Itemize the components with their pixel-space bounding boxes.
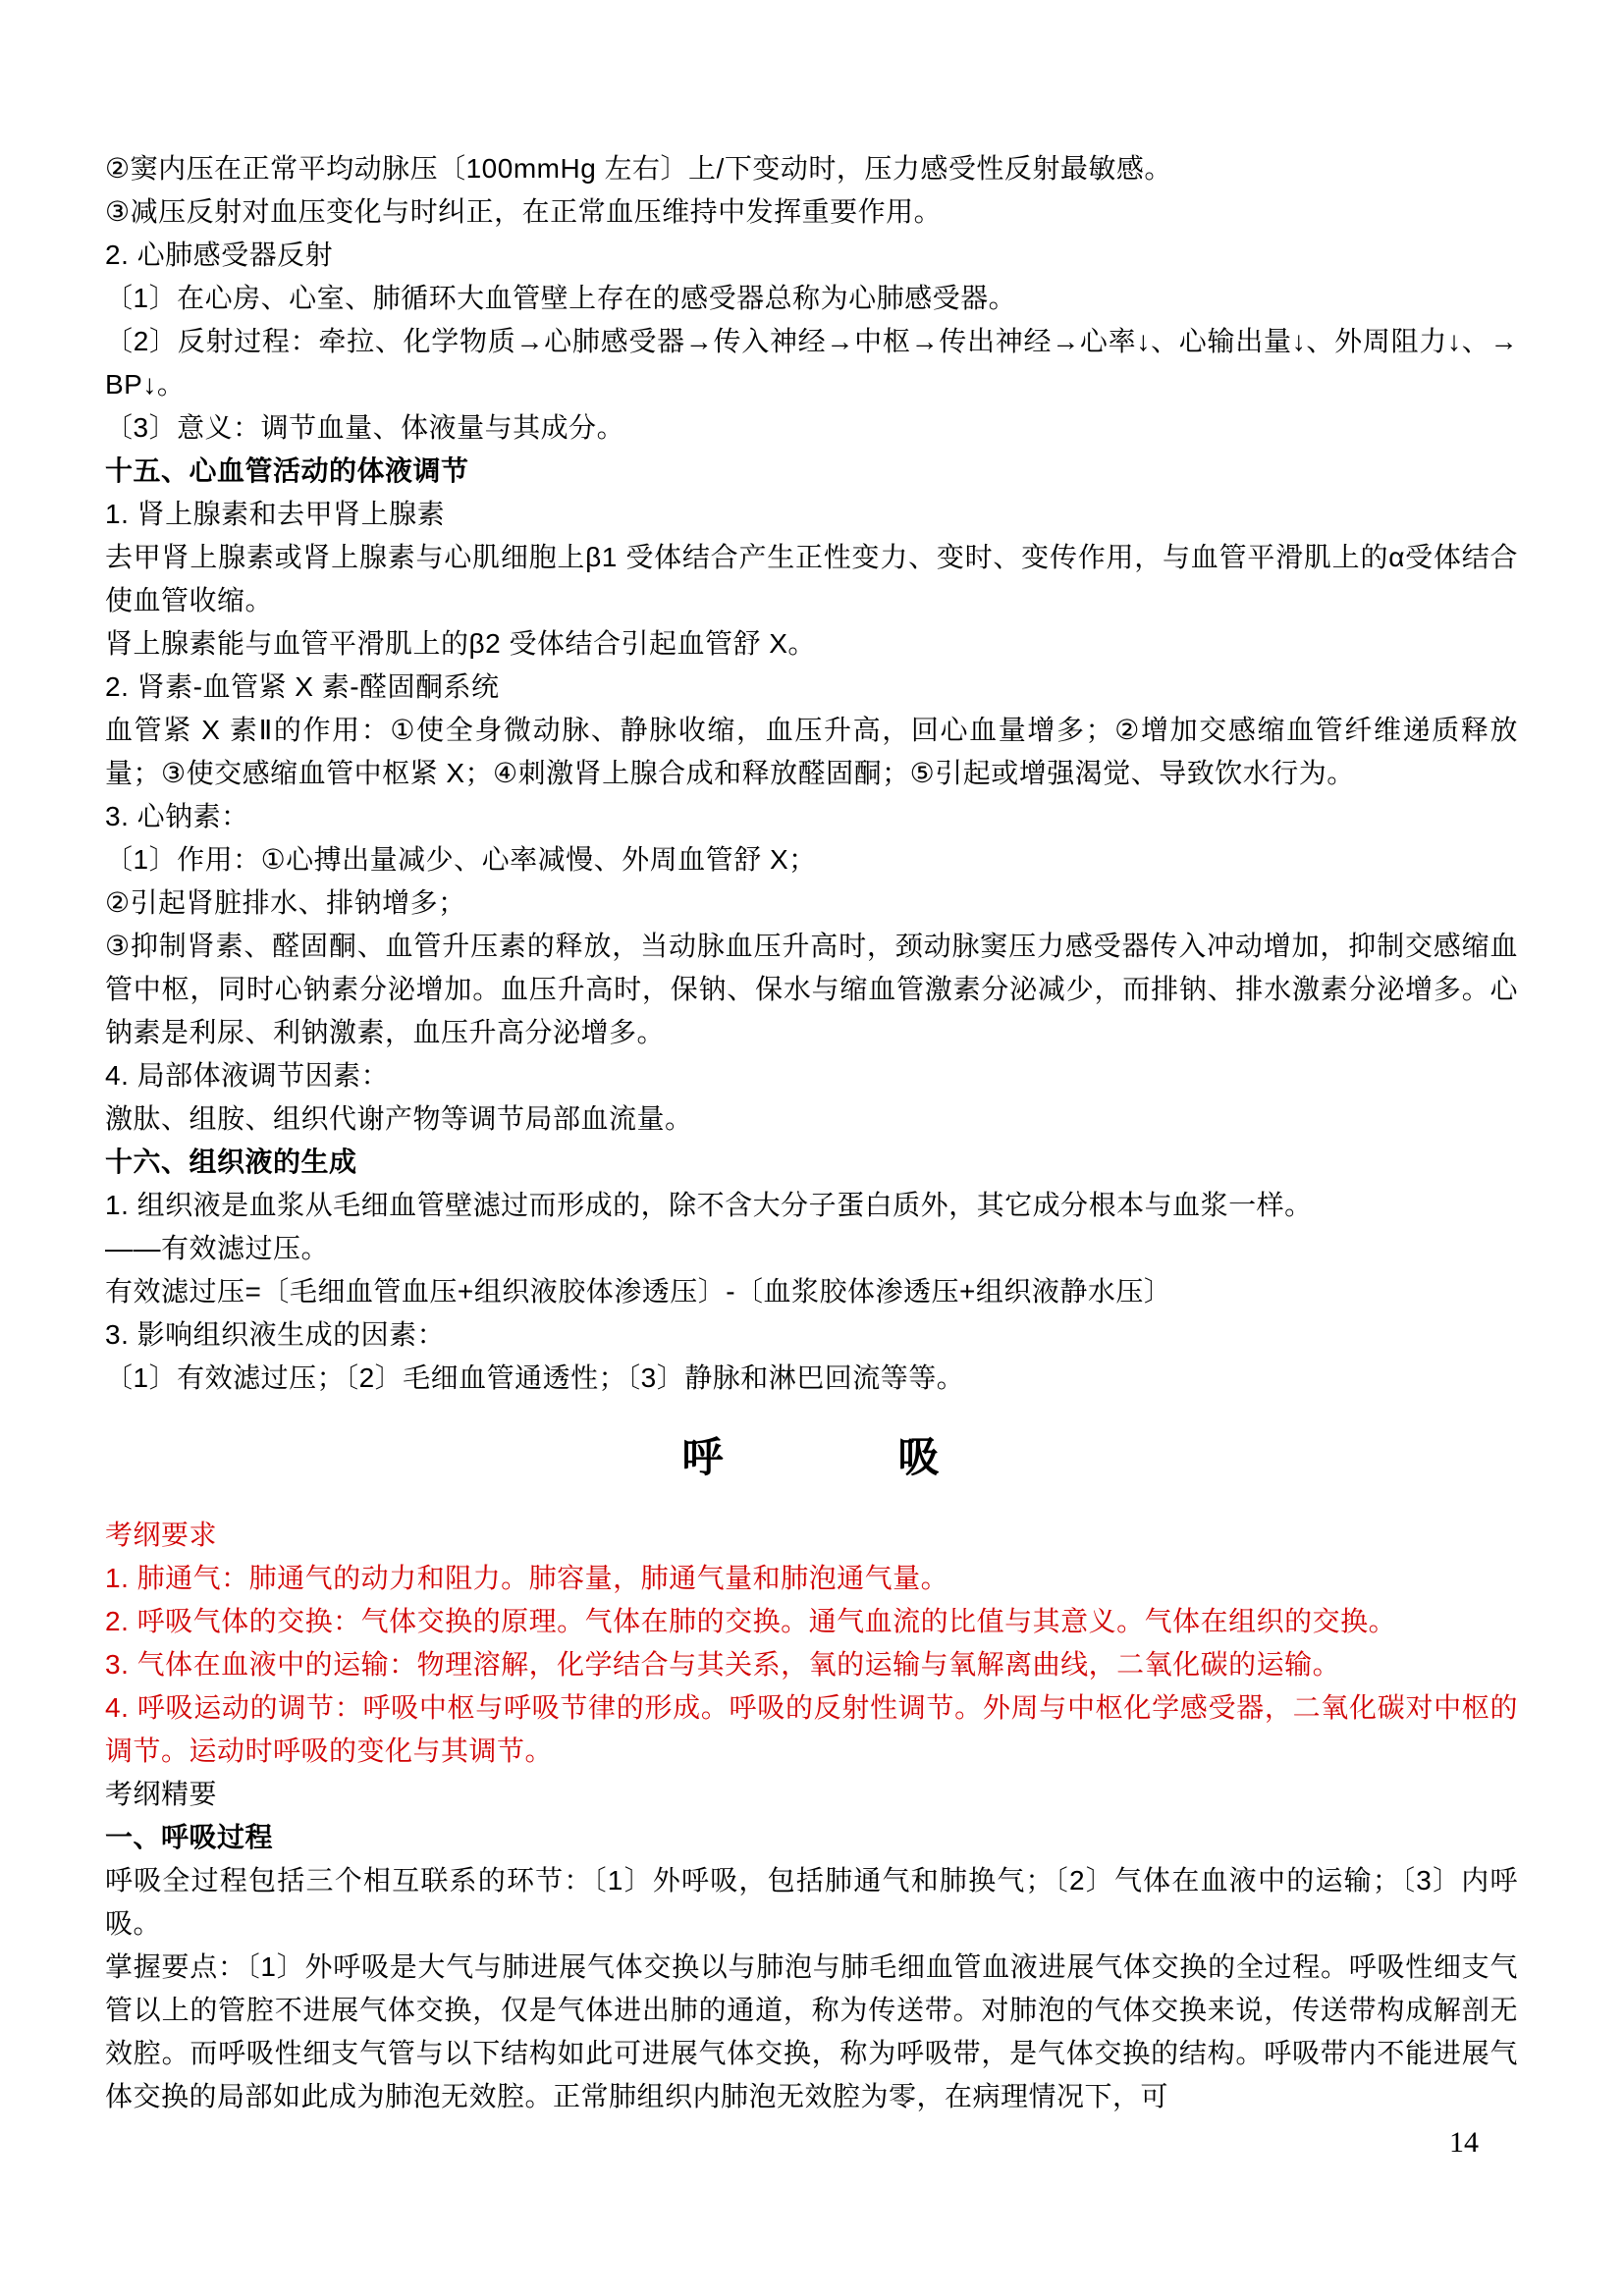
paragraph: 有效滤过压=〔毛细血管血压+组织液胶体渗透压〕-〔血浆胶体渗透压+组织液静水压〕: [105, 1276, 1172, 1307]
paragraph: 〔1〕在心房、心室、肺循环大血管壁上存在的感受器总称为心肺感受器。: [105, 283, 1017, 313]
syllabus-paragraph: 2. 呼吸气体的交换：气体交换的原理。气体在肺的交换。通气血流的比值与其意义。气体在组织的交换。: [105, 1606, 1397, 1636]
paragraph: ②窦内压在正常平均动脉压〔100mmHg 左右〕上/下变动时，压力感受性反射最敏感。: [105, 153, 1172, 184]
document-body: [105, 147, 1518, 2118]
paragraph: 〔1〕作用：①心搏出量减少、心率减慢、外周血管舒 X；: [105, 844, 817, 875]
paragraph: ③减压反射对血压变化与时纠正，在正常血压维持中发挥重要作用。: [105, 196, 943, 227]
paragraph: 3. 心钠素：: [105, 801, 249, 831]
paragraph: ③抑制肾素、醛固酮、血管升压素的释放，当动脉血压升高时，颈动脉窦压力感受器传入冲动增加，抑制交感缩血管中枢，同时心钠素分泌增加。血压升高时，保钠、保水与缩血管激素分泌减少，而排钠、排水激素分泌增多。心钠素是利尿、利钠激素，血压升高分泌增多。: [105, 931, 1518, 1047]
chapter-title: 呼 吸: [681, 1434, 942, 1480]
page-footer: [1449, 2126, 1479, 2160]
paragraph: 4. 局部体液调节因素：: [105, 1060, 390, 1091]
syllabus-paragraph: 考纲要求: [105, 1520, 218, 1550]
paragraph: ——有效滤过压。: [105, 1233, 330, 1263]
syllabus-paragraph: 1. 肺通气：肺通气的动力和阻力。肺容量，肺通气量和肺泡通气量。: [105, 1563, 949, 1593]
paragraph: 2. 心肺感受器反射: [105, 240, 334, 270]
paragraph: 考纲精要: [105, 1779, 218, 1809]
paragraph: 3. 影响组织液生成的因素：: [105, 1319, 446, 1350]
paragraph: ②引起肾脏排水、排钠增多；: [105, 887, 466, 918]
page-number: 14: [1449, 2126, 1479, 2159]
section-heading: 一、呼吸过程: [105, 1822, 274, 1852]
paragraph: 1. 肾上腺素和去甲肾上腺素: [105, 499, 446, 529]
section-heading: 十五、心血管活动的体液调节: [105, 455, 469, 486]
paragraph: 〔1〕有效滤过压；〔2〕毛细血管通透性；〔3〕静脉和淋巴回流等等。: [105, 1362, 965, 1393]
paragraph: 〔3〕意义：调节血量、体液量与其成分。: [105, 412, 625, 443]
paragraph: 1. 组织液是血浆从毛细血管壁滤过而形成的，除不含大分子蛋白质外，其它成分根本与血浆一样。: [105, 1190, 1313, 1220]
paragraph: 2. 肾素-血管紧 X 素-醛固酮系统: [105, 671, 500, 702]
paragraph: 血管紧 X 素Ⅱ的作用：①使全身微动脉、静脉收缩，血压升高，回心血量增多；②增加交感缩血管纤维递质释放量；③使交感缩血管中枢紧 X；④刺激肾上腺合成和释放醛固酮；⑤引起或增强渴觉、导致饮水行为。: [105, 715, 1518, 788]
paragraph: 掌握要点：〔1〕外呼吸是大气与肺进展气体交换以与肺泡与肺毛细血管血液进展气体交换的全过程。呼吸性细支气管以上的管腔不进展气体交换，仅是气体进出肺的通道，称为传送带。对肺泡的气体交换来说，传送带构成解剖无效腔。而呼吸性细支气管与以下结构如此可进展气体交换，称为呼吸带，是气体交换的结构。呼吸带内不能进展气体交换的局部如此成为肺泡无效腔。正常肺组织内肺泡无效腔为零，在病理情况下，可: [105, 1951, 1518, 2111]
paragraph: 〔2〕反射过程：牵拉、化学物质→心肺感受器→传入神经→中枢→传出神经→心率↓、心输出量↓、外周阻力↓、→BP↓。: [105, 326, 1518, 400]
syllabus-paragraph: 4. 呼吸运动的调节：呼吸中枢与呼吸节律的形成。呼吸的反射性调节。外周与中枢化学感受器，二氧化碳对中枢的调节。运动时呼吸的变化与其调节。: [105, 1692, 1518, 1766]
paragraph: 去甲肾上腺素或肾上腺素与心肌细胞上β1 受体结合产生正性变力、变时、变传作用，与血管平滑肌上的α受体结合使血管收缩。: [105, 542, 1518, 615]
section-heading: 十六、组织液的生成: [105, 1147, 357, 1177]
paragraph: 呼吸全过程包括三个相互联系的环节：〔1〕外呼吸，包括肺通气和肺换气；〔2〕气体在血液中的运输；〔3〕内呼吸。: [105, 1865, 1518, 1939]
paragraph: 激肽、组胺、组织代谢产物等调节局部血流量。: [105, 1103, 693, 1134]
paragraph: 肾上腺素能与血管平滑肌上的β2 受体结合引起血管舒 X。: [105, 628, 816, 659]
syllabus-paragraph: 3. 气体在血液中的运输：物理溶解，化学结合与其关系，氧的运输与氧解离曲线，二氧化碳的运输。: [105, 1649, 1341, 1680]
